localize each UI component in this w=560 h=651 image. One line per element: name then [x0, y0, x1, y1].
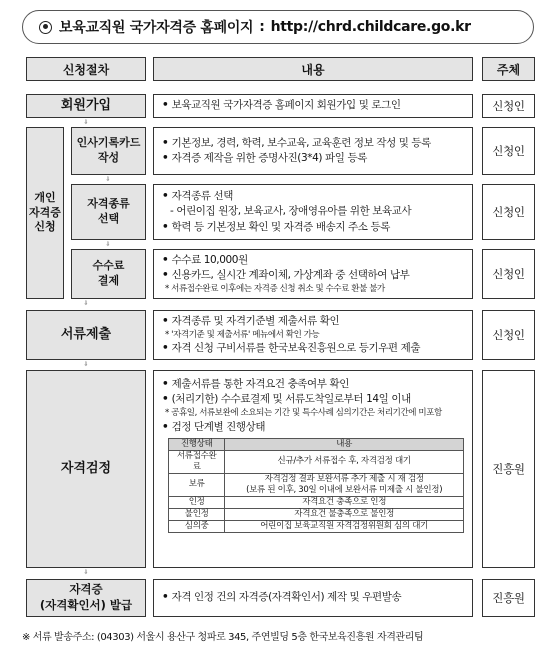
status-state: 서류접수완료: [169, 450, 225, 473]
step-hr-card: 인사기록카드 작성: [71, 127, 146, 175]
list-item: • 보육교직원 국가자격증 홈페이지 회원가입 및 로그인: [162, 98, 401, 113]
banner-title: 보육교직원 국가자격증 홈페이지: [59, 20, 254, 36]
list-item: • 자격종류 선택: [162, 189, 233, 204]
owner-signup: 신청인: [482, 94, 535, 118]
banner-url[interactable]: http://chrd.childcare.go.kr: [270, 19, 471, 35]
header-content: 내용: [153, 57, 473, 81]
owner-hr-card: 신청인: [482, 127, 535, 175]
step-apply-group: 개인 자격증 신청: [26, 127, 64, 299]
note-text: * 서류접수완료 이후에는 자격증 신청 취소 및 수수료 환불 불가: [165, 284, 385, 295]
step-docs: 서류제출: [26, 310, 146, 360]
list-item: • 자격 인정 건의 자격증(자격확인서) 제작 및 우편발송: [162, 590, 401, 605]
list-item: • 기본정보, 경력, 학력, 보수교육, 교육훈련 정보 작성 및 등록: [162, 136, 431, 151]
flow-arrow: ⇩: [83, 119, 89, 126]
list-item: • 수수료 10,000원: [162, 253, 248, 268]
list-item: • 자격 신청 구비서류를 한국보육진흥원으로 등기우편 제출: [162, 341, 420, 356]
header-owner: 주체: [482, 57, 535, 81]
status-header-state: 진행상태: [169, 438, 225, 450]
status-desc: 자격요건 불충족으로 불인정: [225, 508, 464, 520]
list-item: - 어린이집 원장, 보육교사, 장애영유아를 위한 보육교사: [170, 205, 412, 218]
owner-fee: 신청인: [482, 249, 535, 299]
step-cert-type: 자격종류 선택: [71, 184, 146, 240]
step-fee: 수수료 결제: [71, 249, 146, 299]
list-item: • 검정 단계별 진행상태: [162, 420, 265, 435]
status-desc: 어린이집 보육교직원 자격검정위원회 심의 대기: [225, 520, 464, 532]
content-docs: [153, 310, 473, 360]
list-item: • 신용카드, 실시간 계좌이체, 가상계좌 중 선택하여 납부: [162, 268, 409, 283]
status-header-desc: 내용: [225, 438, 464, 450]
step-signup: 회원가입: [26, 94, 146, 118]
table-row: [169, 520, 464, 532]
list-item: • 학력 등 기본정보 확인 및 자격증 배송지 주소 등록: [162, 220, 390, 235]
content-hr-card: [153, 127, 473, 175]
table-row: [169, 473, 464, 496]
status-desc: 신규/추가 서류접수 후, 자격검정 대기: [225, 450, 464, 473]
radio-bullet-icon: [39, 21, 52, 34]
status-desc: 자격요건 충족으로 인정: [225, 496, 464, 508]
table-row: [169, 508, 464, 520]
site-banner: [22, 10, 534, 44]
status-state: 불인정: [169, 508, 225, 520]
flow-arrow: ⇩: [83, 300, 89, 307]
flow-arrow: ⇩: [105, 176, 111, 183]
list-item: • (처리기한) 수수료결제 및 서류도착일로부터 14일 이내: [162, 392, 411, 407]
footnote-address: ※ 서류 발송주소: (04303) 서울시 용산구 청파로 345, 주연빌딩 5층 한국보육진흥원 자격관리팀: [22, 632, 424, 643]
owner-docs: 신청인: [482, 310, 535, 360]
flow-arrow: ⇩: [105, 241, 111, 248]
status-state: 심의중: [169, 520, 225, 532]
header-step: 신청절차: [26, 57, 146, 81]
list-item: • 자격증 제작을 위한 증명사진(3*4) 파일 등록: [162, 151, 367, 166]
content-fee: [153, 249, 473, 299]
note-text: * '자격기준 및 제출서류' 메뉴에서 확인 가능: [165, 329, 320, 340]
note-text: * 공휴일, 서류보완에 소요되는 기간 및 특수사례 심의기간은 처리기간에 미포함: [165, 408, 442, 419]
status-state: 보류: [169, 473, 225, 496]
content-issue: [153, 579, 473, 617]
table-row: [169, 450, 464, 473]
owner-cert-type: 신청인: [482, 184, 535, 240]
status-table-header: [169, 438, 464, 450]
status-state: 인정: [169, 496, 225, 508]
flow-arrow: ⇩: [83, 361, 89, 368]
list-item: • 제출서류를 통한 자격요건 충족여부 확인: [162, 377, 349, 392]
content-review: [153, 370, 473, 568]
content-cert-type: [153, 184, 473, 240]
step-review: 자격검정: [26, 370, 146, 568]
banner-separator: :: [259, 19, 265, 35]
table-row: [169, 496, 464, 508]
status-table: [168, 438, 464, 533]
flow-arrow: ⇩: [83, 569, 89, 576]
owner-issue: 진흥원: [482, 579, 535, 617]
owner-review: 진흥원: [482, 370, 535, 568]
list-item: • 자격종류 및 자격기준별 제출서류 확인: [162, 314, 339, 329]
status-desc: 자격검정 결과 보완서류 추가 제출 시 재 검정 (보류 된 이후, 30일 이내에 보완서류 미제출 시 불인정): [225, 473, 464, 496]
content-signup: [153, 94, 473, 118]
step-issue: 자격증 (자격확인서) 발급: [26, 579, 146, 617]
